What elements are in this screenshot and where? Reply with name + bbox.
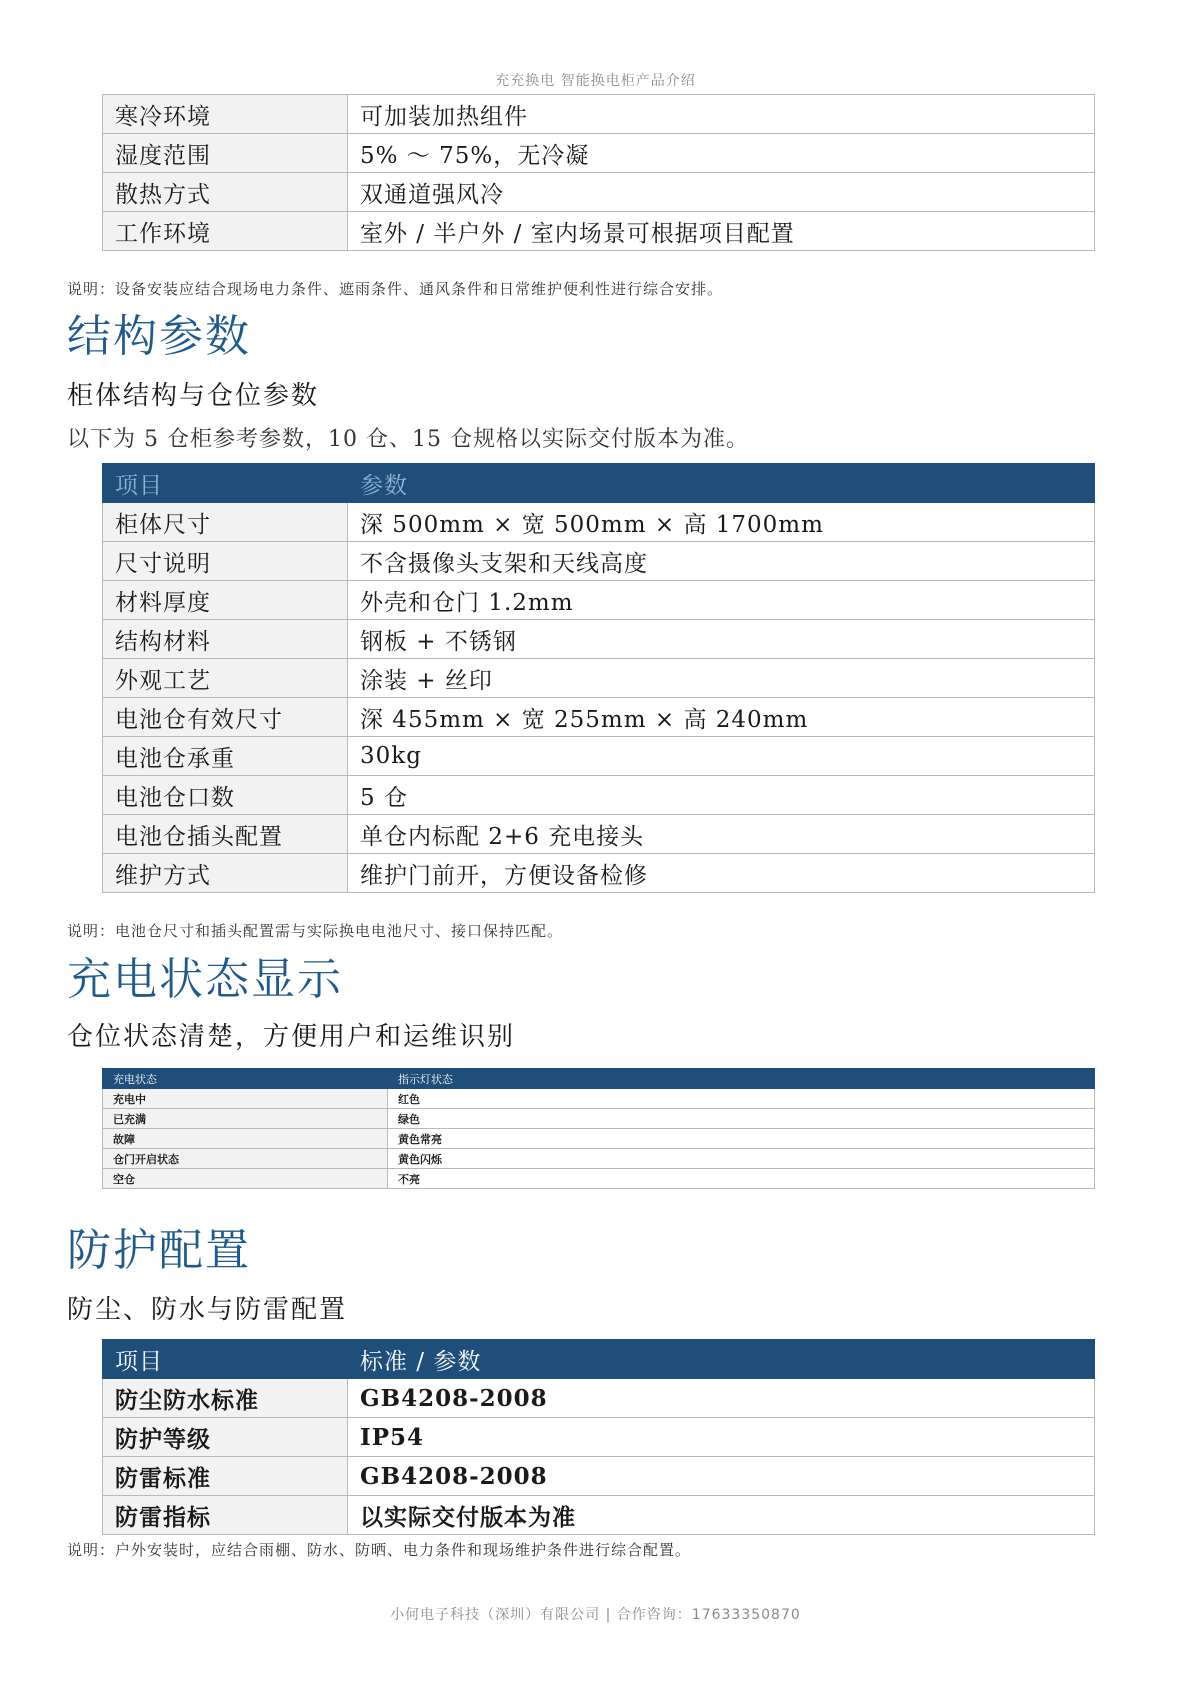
table-row <box>103 173 1095 212</box>
table-row <box>103 1109 1095 1129</box>
row-value: GB4208-2008 <box>348 1457 1095 1496</box>
row-value: 单仓内标配 2+6 充电接头 <box>348 815 1095 854</box>
table-row <box>103 134 1095 173</box>
table-row <box>103 698 1095 737</box>
row-label: 防雷标准 <box>103 1457 348 1496</box>
protection-section-subtitle: 防尘、防水与防雷配置 <box>67 1295 348 1325</box>
row-label: 已充满 <box>103 1109 388 1129</box>
row-value: GB4208-2008 <box>348 1379 1095 1418</box>
column-header-indicator: 指示灯状态 <box>388 1069 1095 1089</box>
row-value: 室外 / 半户外 / 室内场景可根据项目配置 <box>348 212 1095 251</box>
table-row <box>103 776 1095 815</box>
table-row <box>103 1496 1095 1535</box>
structure-section-title: 结构参数 <box>67 311 251 362</box>
row-label: 空仓 <box>103 1169 388 1189</box>
column-header-param: 参数 <box>348 464 1095 503</box>
row-value: 深 455mm × 宽 255mm × 高 240mm <box>348 698 1095 737</box>
table-row <box>103 620 1095 659</box>
row-value: 红色 <box>388 1089 1095 1109</box>
row-label: 防尘防水标准 <box>103 1379 348 1418</box>
row-label: 湿度范围 <box>103 134 348 173</box>
protection-section-title: 防护配置 <box>67 1225 251 1276</box>
row-value: 以实际交付版本为准 <box>348 1496 1095 1535</box>
row-label: 尺寸说明 <box>103 542 348 581</box>
row-label: 电池仓有效尺寸 <box>103 698 348 737</box>
row-value: 5 仓 <box>348 776 1095 815</box>
table-row <box>103 503 1095 542</box>
table-row <box>103 854 1095 893</box>
environment-note: 说明：设备安装应结合现场电力条件、遮雨条件、通风条件和日常维护便利性进行综合安排。 <box>67 280 724 298</box>
table-row <box>103 212 1095 251</box>
table-row <box>103 581 1095 620</box>
table-row <box>103 737 1095 776</box>
structure-intro: 以下为 5 仓柜参考参数，10 仓、15 仓规格以实际交付版本为准。 <box>67 427 749 452</box>
table-row <box>103 1129 1095 1149</box>
row-label: 工作环境 <box>103 212 348 251</box>
table-header-row <box>103 464 1095 503</box>
structure-note: 说明：电池仓尺寸和插头配置需与实际换电电池尺寸、接口保持匹配。 <box>67 922 564 940</box>
page-footer: 小何电子科技（深圳）有限公司 | 合作咨询：17633350870 <box>390 1607 801 1623</box>
row-label: 结构材料 <box>103 620 348 659</box>
row-label: 寒冷环境 <box>103 95 348 134</box>
structure-table <box>102 463 1095 893</box>
table-row <box>103 815 1095 854</box>
row-value: 黄色闪烁 <box>388 1149 1095 1169</box>
charging-section-title: 充电状态显示 <box>67 954 343 1005</box>
row-label: 仓门开启状态 <box>103 1149 388 1169</box>
row-value: 可加装加热组件 <box>348 95 1095 134</box>
row-label: 材料厚度 <box>103 581 348 620</box>
table-row <box>103 1379 1095 1418</box>
table-header-row <box>103 1069 1095 1089</box>
row-label: 维护方式 <box>103 854 348 893</box>
column-header-item: 项目 <box>103 1340 348 1379</box>
row-label: 防雷指标 <box>103 1496 348 1535</box>
row-value: 30kg <box>348 737 1095 776</box>
row-label: 柜体尺寸 <box>103 503 348 542</box>
row-label: 防护等级 <box>103 1418 348 1457</box>
row-value: 深 500mm × 宽 500mm × 高 1700mm <box>348 503 1095 542</box>
row-value: 涂装 + 丝印 <box>348 659 1095 698</box>
row-label: 外观工艺 <box>103 659 348 698</box>
table-row <box>103 95 1095 134</box>
page-header: 充充换电 智能换电柜产品介绍 <box>495 73 696 89</box>
row-value: 5% ～ 75%，无冷凝 <box>348 134 1095 173</box>
column-header-standard: 标准 / 参数 <box>348 1340 1095 1379</box>
table-row <box>103 1418 1095 1457</box>
row-value: 钢板 + 不锈钢 <box>348 620 1095 659</box>
table-row <box>103 1089 1095 1109</box>
row-value: 外壳和仓门 1.2mm <box>348 581 1095 620</box>
table-row <box>103 542 1095 581</box>
table-row <box>103 1457 1095 1496</box>
environment-table <box>102 94 1095 251</box>
structure-section-subtitle: 柜体结构与仓位参数 <box>67 381 320 411</box>
row-label: 故障 <box>103 1129 388 1149</box>
row-value: 不含摄像头支架和天线高度 <box>348 542 1095 581</box>
protection-table <box>102 1339 1095 1535</box>
table-row <box>103 659 1095 698</box>
charging-status-table <box>102 1068 1095 1189</box>
protection-note: 说明：户外安装时，应结合雨棚、防水、防晒、电力条件和现场维护条件进行综合配置。 <box>67 1541 692 1559</box>
row-label: 散热方式 <box>103 173 348 212</box>
row-label: 充电中 <box>103 1089 388 1109</box>
table-header-row <box>103 1340 1095 1379</box>
charging-section-subtitle: 仓位状态清楚，方便用户和运维识别 <box>67 1022 516 1052</box>
row-label: 电池仓口数 <box>103 776 348 815</box>
row-value: 双通道强风冷 <box>348 173 1095 212</box>
row-value: 黄色常亮 <box>388 1129 1095 1149</box>
row-value: IP54 <box>348 1418 1095 1457</box>
table-row <box>103 1169 1095 1189</box>
row-label: 电池仓插头配置 <box>103 815 348 854</box>
column-header-status: 充电状态 <box>103 1069 388 1089</box>
row-value: 绿色 <box>388 1109 1095 1129</box>
table-row <box>103 1149 1095 1169</box>
column-header-item: 项目 <box>103 464 348 503</box>
row-value: 维护门前开，方便设备检修 <box>348 854 1095 893</box>
row-label: 电池仓承重 <box>103 737 348 776</box>
row-value: 不亮 <box>388 1169 1095 1189</box>
